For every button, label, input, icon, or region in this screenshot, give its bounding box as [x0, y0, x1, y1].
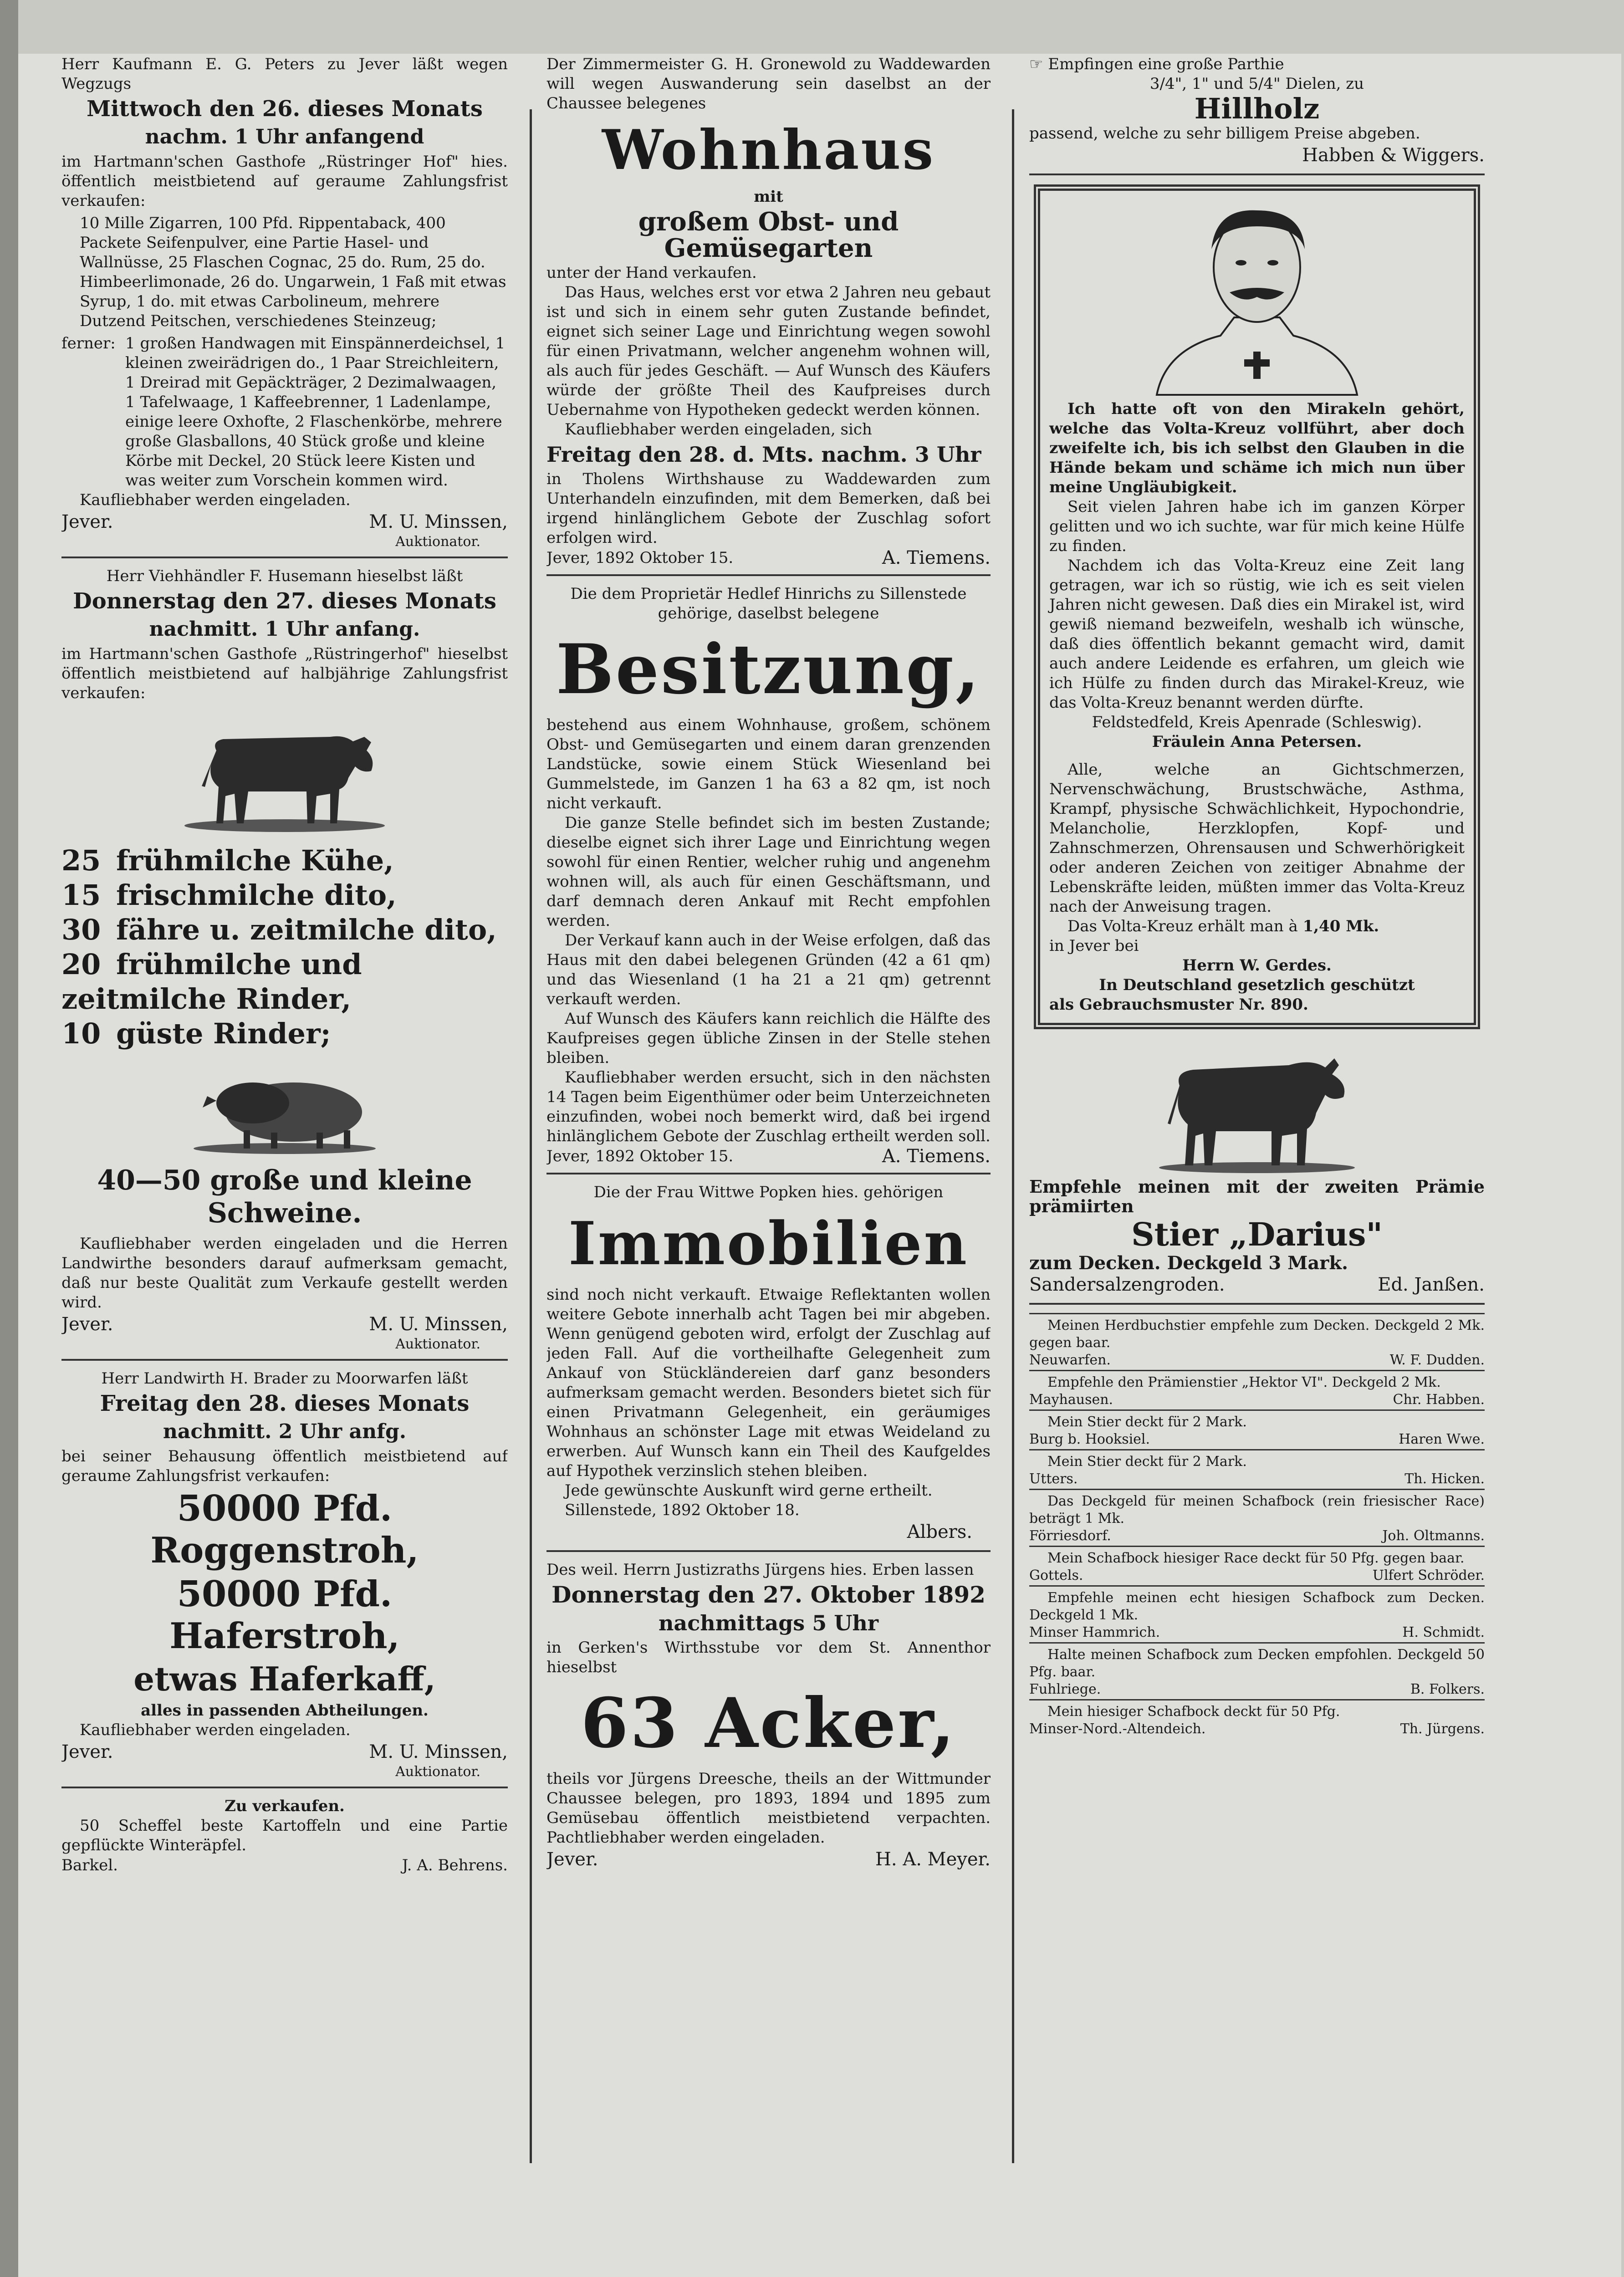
volta-signer: Fräulein Anna Petersen.: [1152, 733, 1362, 751]
small-ad: [1029, 1370, 1485, 1409]
ad-text2: theils vor Jürgens Dreesche, theils an der Wittmunder Chaussee belegen, pro 1893, 1894 und 1895 zum Gemüsebau öffentlich meistbietend verpachten. Pachtliebhaber werden eingeladen.: [546, 1770, 991, 1847]
ad-signature: [546, 1848, 991, 1871]
ad-intro: Die dem Proprietär Hedlef Hinrichs zu Sillenstede gehörige, daselbst belegene: [570, 585, 967, 623]
ad-signer: J. A. Behrens.: [402, 1856, 508, 1874]
ad-signer: Habben & Wiggers.: [1302, 145, 1485, 166]
ad-date: Freitag den 28. d. Mts. nachm. 3 Uhr: [546, 442, 981, 467]
ad-time: nachmitt. 2 Uhr anfg.: [163, 1420, 407, 1443]
ad-invite: Kaufliebhaber werden eingeladen.: [80, 1721, 351, 1739]
volta-price: Das Volta-Kreuz erhält man à 1,40 Mk.: [1067, 917, 1379, 935]
small-ad-signer: H. Schmidt.: [1402, 1624, 1485, 1640]
ad-gronewold: [546, 55, 991, 576]
ad-title: Zu verkaufen.: [225, 1797, 345, 1815]
ad-signer: M. U. Minssen,: [369, 1314, 508, 1335]
ad-text: im Hartmann'schen Gasthofe „Rüstringerhof" hieselbst öffentlich meistbietend auf halbjährige Zahlungsfrist verkaufen:: [61, 645, 508, 702]
small-ad-text: Mein Schafbock hiesiger Race deckt für 50 Pfg. gegen baar.: [1047, 1550, 1465, 1566]
ad-subtitle: großem Obst- und Gemüsegarten: [638, 207, 899, 263]
ad-brader: [61, 1369, 508, 1788]
ad-title: Wohnhaus: [602, 118, 935, 182]
ad-signer: Ed. Janßen.: [1378, 1274, 1485, 1295]
small-ad-text: Das Deckgeld für meinen Schafbock (rein friesischer Race) beträgt 1 Mk.: [1029, 1493, 1485, 1527]
small-ad-signer: Ulfert Schröder.: [1372, 1567, 1485, 1583]
ad-mit: mit: [754, 188, 783, 206]
ad-juergens: [546, 1560, 991, 1878]
ad-place: Jever.: [61, 511, 113, 532]
ad-signer: A. Tiemens.: [882, 1146, 991, 1167]
small-ad-place: Gottels.: [1029, 1567, 1083, 1583]
ad-signer: M. U. Minssen,: [369, 1741, 508, 1762]
ad-place: Jever, 1892 Oktober 15.: [546, 1147, 734, 1165]
ad-role: Auktionator.: [395, 534, 480, 550]
small-ad-place: Utters.: [1029, 1471, 1078, 1487]
ad-text: sind noch nicht verkauft. Etwaige Reflektanten wollen weitere Gebote innerhalb acht Tagen bei mir abgeben. Wenn genügend geboten wird, erfolgt der Zuschlag auf jeden Fall. Auf die vortheilhafte Gelegenheit zum Ankauf von Stückländereien darf ganz besonders aufmerksam gemacht werden. Besonders bietet sich für einen Privatmann Gelegenheit, ein geräumiges Wohnhaus an schönster Lage mit etwas Weideland zu erwerben. Auf Wunsch kann ein Theil des Kaufgeldes auf Hypothek verzinslich stehen bleiben.: [546, 1286, 991, 1480]
ad-date: Mittwoch den 26. dieses Monats: [87, 96, 483, 122]
small-ad-text: Mein hiesiger Schafbock deckt für 50 Pfg.: [1047, 1704, 1340, 1720]
small-ad-signer: B. Folkers.: [1410, 1681, 1485, 1697]
volta-loc: in Jever bei: [1049, 937, 1139, 955]
volta-text2: Seit vielen Jahren habe ich im ganzen Körper gelitten und wo ich suchte, war für mich keine Hülfe zu finden.: [1049, 498, 1465, 555]
volta-seller: Herrn W. Gerdes.: [1182, 956, 1332, 975]
volta-place: Feldstedfeld, Kreis Apenrade (Schleswig).: [1092, 713, 1422, 731]
small-ad-text: Empfehle meinen echt hiesigen Schafbock zum Decken. Deckgeld 1 Mk.: [1029, 1590, 1485, 1623]
volta-text: Ich hatte oft von den Mirakeln gehört, welche das Volta-Kreuz vollführt, aber doch zweifelte ich, bis ich selbst den Glauben in die Hände bekam und schäme ich mich nun über meine Ungläubigkeit.: [1049, 400, 1465, 496]
ad-janssen: [1029, 1040, 1485, 1305]
small-ad-place: Neuwarfen.: [1029, 1352, 1111, 1368]
pigs-line: 40—50 große und kleine Schweine.: [97, 1164, 472, 1229]
ad-ferner: [61, 334, 508, 490]
ad-role: Auktionator.: [395, 1336, 480, 1352]
ad-intro: Die der Frau Wittwe Popken hies. gehörigen: [593, 1183, 944, 1201]
ad-place: Jever.: [61, 1314, 113, 1335]
ad-signer: M. U. Minssen,: [369, 511, 508, 532]
binding-gutter: [0, 0, 18, 2277]
ad-text3: Der Verkauf kann auch in der Weise erfolgen, daß das Haus mit den dabei belegenen Gründen (42 a 61 qm) und das Wiesenland (1 ha 21 a 21 qm) getrennt verkauft werden.: [546, 931, 991, 1008]
ad-signature: [61, 1855, 508, 1875]
ad-text2: zum Decken. Deckgeld 3 Mark.: [1029, 1252, 1348, 1274]
ad-signature: [1029, 1273, 1485, 1297]
ad-items: 10 Mille Zigarren, 100 Pfd. Rippentaback, 400 Packete Seifenpulver, eine Partie Hasel- und Wallnüsse, 25 Flaschen Cognac, 25 do. Rum, 25 do. Himbeerlimonade, 26 do. Ungarwein, 1 Faß mit etwas Syrup, 1 do. mit etwas Carbolineum, mehrere Dutzend Peitschen, verschiedenes Steinzeug;: [80, 214, 506, 330]
cross-icon: [1244, 352, 1270, 379]
small-ad-place: Fuhlriege.: [1029, 1681, 1101, 1697]
volta-cross-ad: [1034, 184, 1480, 1029]
small-ad: [1029, 1313, 1485, 1370]
small-ad-text: Empfehle den Prämienstier „Hektor VI". Deckgeld 2 Mk.: [1047, 1374, 1441, 1390]
ad-place: Barkel.: [61, 1856, 118, 1874]
ad-time: nachmittags 5 Uhr: [658, 1611, 879, 1635]
ad-place: Jever.: [546, 1849, 598, 1870]
ad-invite: Kaufliebhaber werden eingeladen.: [80, 491, 351, 509]
small-ad: [1029, 1449, 1485, 1489]
ad-hinrichs: [546, 584, 991, 1174]
cattle-line: 10 güste Rinder;: [61, 1017, 331, 1050]
straw-line-3: etwas Haferkaff,: [133, 1659, 436, 1698]
small-ad: [1029, 1546, 1485, 1585]
ad-text: bestehend aus einem Wohnhause, großem, schönem Obst- und Gemüsegarten und einem daran grenzenden Landstücke, sowie einem Stück Wiesenland bei Gummelstede, im Ganzen 1 ha 63 a 82 qm, ist noch nicht verkauft.: [546, 716, 991, 812]
ad-intro: Der Zimmermeister G. H. Gronewold zu Waddewarden will wegen Auswanderung sein daselbst an der Chaussee belegenes: [546, 55, 991, 112]
cattle-line: 15 frischmilche dito,: [61, 878, 397, 912]
small-ad-place: Minser-Nord.-Altendeich.: [1029, 1721, 1206, 1737]
ad-text: Das Haus, welches erst vor etwa 2 Jahren neu gebaut ist und sich in einem sehr guten Zustande befindet, eignet sich seiner Lage und Einrichtung wegen sowohl für einen Privatmann, welcher angenehm wohnen will, als auch für jedes Geschäft. — Auf Wunsch des Käufers würde der größte Theil des Kaufpreises durch Uebernahme von Hypotheken gedeckt werden können.: [546, 283, 991, 419]
ad-signature: [546, 1520, 991, 1544]
ad-date: Freitag den 28. dieses Monats: [100, 1391, 470, 1416]
small-ad-signer: Th. Jürgens.: [1400, 1721, 1485, 1737]
ad-intro: Des weil. Herrn Justizraths Jürgens hies. Erben lassen: [546, 1561, 974, 1579]
small-ad: [1029, 1489, 1485, 1546]
ad-husemann: [61, 567, 508, 1361]
column-rule: [1012, 109, 1014, 2163]
ad-line1: ☞ Empfingen eine große Parthie: [1029, 55, 1284, 73]
small-ad-place: Burg b. Hooksiel.: [1029, 1431, 1150, 1447]
cow-illustration: [180, 710, 389, 837]
ad-text: im Hartmann'schen Gasthofe „Rüstringer Hof" hies. öffentlich meistbietend auf geraume Zahlungsfrist verkaufen:: [61, 153, 508, 210]
small-ad-place: Förriesdorf.: [1029, 1528, 1111, 1544]
volta-text3: Nachdem ich das Volta-Kreuz eine Zeit lang getragen, war ich so rüstig, wie ich es seit vielen Jahren nicht gewesen. Daß dies ein Mirakel ist, wird gewiß niemand bezweifeln, weshalb ich wünsche, daß dies öffentlich bekannt gemacht wird, damit auch andere Leidende es erfahren, um gleich wie ich Hülfe zu finden durch das Mirakel-Kreuz, wie das Volta-Kreuz benannt werden dürfte.: [1049, 556, 1465, 712]
ad-signer: H. A. Meyer.: [875, 1849, 991, 1870]
small-ad-text: Halte meinen Schafbock zum Decken empfohlen. Deckgeld 50 Pfg. baar.: [1029, 1647, 1485, 1680]
ad-text: passend, welche zu sehr billigem Preise abgeben.: [1029, 124, 1420, 143]
ad-title: Hillholz: [1194, 92, 1320, 125]
small-ad-signer: W. F. Dudden.: [1389, 1352, 1485, 1368]
ad-title: Besitzung,: [556, 629, 981, 710]
ad-peters: [61, 55, 508, 558]
ferner-label: ferner:: [61, 334, 116, 352]
ad-behrens: [61, 1797, 508, 1882]
ad-text2: in Tholens Wirthshause zu Waddewarden zum Unterhandeln einzufinden, mit dem Bemerken, daß bei irgend hinlänglichem Gebote der Zuschlag sofort erfolgen wird.: [546, 470, 991, 547]
straw-line-2: 50000 Pfd. Haferstroh,: [169, 1573, 400, 1657]
small-ad-signer: Chr. Habben.: [1393, 1392, 1485, 1408]
small-ad: [1029, 1642, 1485, 1699]
portrait-illustration: [1129, 199, 1384, 399]
ad-title: Stier „Darius": [1131, 1215, 1383, 1253]
ad-time: nachm. 1 Uhr anfangend: [145, 125, 424, 148]
volta-text4: Alle, welche an Gichtschmerzen, Nervenschwächung, Brustschwäche, Asthma, Krampf, physische Schwächlichkeit, Hypochondrie, Melancholie, Herzklopfen, Kopf- und Zahnschmerzen, Ohrensausen und Schwerhörigkeit oder anderen Zeichen von zeitiger Abnahme der Lebenskräfte leiden, müßten immer das Volta-Kreuz nach der Anweisung tragen.: [1049, 761, 1465, 916]
ad-signature: [61, 1312, 508, 1336]
cattle-line: 20 frühmilche und zeitmilche Rinder,: [61, 948, 362, 1016]
ad-time: nachmitt. 1 Uhr anfang.: [149, 618, 420, 641]
ad-signature: [546, 1146, 991, 1166]
ad-popken: [546, 1183, 991, 1552]
ad-note: alles in passenden Abtheilungen.: [141, 1701, 429, 1720]
ad-signature: [546, 548, 991, 568]
ad-place: Jever, 1892 Oktober 15.: [546, 549, 734, 567]
cattle-list: [61, 843, 508, 1051]
small-ad: [1029, 1699, 1485, 1739]
bull-illustration: [1152, 1040, 1362, 1177]
small-ad-signer: Haren Wwe.: [1399, 1431, 1485, 1447]
ad-intro: Herr Landwirth H. Brader zu Moorwarfen läßt: [101, 1369, 468, 1388]
ad-signer: A. Tiemens.: [882, 547, 991, 568]
straw-line-1: 50000 Pfd. Roggenstroh,: [150, 1488, 419, 1571]
ad-hand: unter der Hand verkaufen.: [546, 264, 757, 282]
small-ad-text: Mein Stier deckt für 2 Mark.: [1047, 1414, 1247, 1430]
ad-place: Sandersalzengroden.: [1029, 1274, 1225, 1295]
ad-date: Donnerstag den 27. Oktober 1892: [552, 1581, 986, 1608]
ad-title: 63 Acker,: [581, 1683, 956, 1763]
ad-text: bei seiner Behausung öffentlich meistbietend auf geraume Zahlungsfrist verkaufen:: [61, 1447, 508, 1485]
column-2: [546, 55, 991, 1886]
ad-place: Sillenstede, 1892 Oktober 18.: [565, 1501, 800, 1519]
volta-patent1: In Deutschland gesetzlich geschützt: [1099, 976, 1415, 994]
ad-role: Auktionator.: [395, 1764, 480, 1780]
ad-text: 50 Scheffel beste Kartoffeln und eine Partie gepflückte Winteräpfel.: [61, 1817, 508, 1854]
ad-text2: Kaufliebhaber werden eingeladen und die Herren Landwirthe besonders darauf aufmerksam gemacht, daß nur beste Qualität zum Verkaufe gestellt werden wird.: [61, 1235, 508, 1312]
ad-text5: Kaufliebhaber werden ersucht, sich in den nächsten 14 Tagen beim Eigenthümer oder beim Unterzeichneten einzufinden, wobei noch bemerkt wird, daß bei irgend hinlänglichem Gebote der Zuschlag ertheilt werden soll.: [546, 1068, 991, 1145]
pointing-hand-icon: ☞: [1029, 55, 1043, 73]
ad-place: Jever.: [61, 1741, 113, 1762]
ad-intro: Herr Kaufmann E. G. Peters zu Jever läßt wegen Wegzugs: [61, 55, 508, 93]
cattle-line: 25 frühmilche Kühe,: [61, 844, 394, 877]
ad-signature: [1029, 143, 1485, 167]
small-ad-text: Mein Stier deckt für 2 Mark.: [1047, 1454, 1247, 1470]
ad-text: Empfehle meinen mit der zweiten Prämie prämiirten: [1029, 1176, 1485, 1216]
ad-date: Donnerstag den 27. dieses Monats: [73, 588, 496, 614]
ad-signer: Albers.: [907, 1521, 972, 1542]
cattle-line: 30 fähre u. zeitmilche dito,: [61, 913, 497, 946]
ad-title: Immobilien: [568, 1209, 969, 1278]
column-3: [1029, 55, 1485, 1739]
small-ad: [1029, 1409, 1485, 1449]
small-ad-place: Minser Hammrich.: [1029, 1624, 1160, 1640]
ad-signature: [61, 1740, 508, 1764]
small-ads: [1029, 1313, 1485, 1739]
ad-intro: Herr Viehhändler F. Husemann hieselbst läßt: [106, 567, 463, 585]
ad-invite: Kaufliebhaber werden eingeladen, sich: [565, 420, 872, 439]
volta-patent2: als Gebrauchsmuster Nr. 890.: [1049, 996, 1308, 1014]
small-ad: [1029, 1585, 1485, 1642]
column-1: [61, 55, 508, 1890]
ferner-items: 1 großen Handwagen mit Einspännerdeichsel, 1 kleinen zweirädrigen do., 1 Paar Streichleitern, 1 Dreirad mit Gepäckträger, 2 Dezimalwaagen, 1 Tafelwaage, 1 Kaffeebrenner, 1 Ladenlampe, einige leere Oxhofte, 2 Flaschenkörbe, mehrere große Glasballons, 40 Stück große und kleine Körbe mit Deckel, 20 Stück leere Kisten und was weiter zum Vorschein kommen wird.: [125, 334, 506, 490]
ad-text2: Die ganze Stelle befindet sich im besten Zustande; dieselbe eignet sich ihrer Lage und Einrichtung wegen sowohl für einen Rentier, welcher ruhig und angenehm wohnen will, als auch für einen Geschäftsmann, und darf demnach deren Ankauf mit Recht empfohlen werden.: [546, 814, 991, 930]
ad-text: in Gerken's Wirthsstube vor dem St. Annenthor hieselbst: [546, 1639, 991, 1676]
column-rule: [530, 109, 532, 2163]
ad-text4: Auf Wunsch des Käufers kann reichlich die Hälfte des Kaufpreises gegen übliche Zinsen in der Stelle stehen bleiben.: [546, 1010, 991, 1067]
small-ad-signer: Th. Hicken.: [1404, 1471, 1485, 1487]
ad-text2: Jede gewünschte Auskunft wird gerne ertheilt.: [565, 1481, 933, 1500]
pigs-illustration: [189, 1057, 380, 1158]
small-ad-signer: Joh. Oltmanns.: [1382, 1528, 1485, 1544]
small-ad-text: Meinen Herdbuchstier empfehle zum Decken. Deckgeld 2 Mk. gegen baar.: [1029, 1317, 1485, 1351]
ad-habben-wiggers: [1029, 55, 1485, 175]
ad-line2: 3/4", 1" und 5/4" Dielen, zu: [1149, 75, 1364, 93]
ad-signature: [61, 510, 508, 534]
small-ad-place: Mayhausen.: [1029, 1392, 1113, 1408]
